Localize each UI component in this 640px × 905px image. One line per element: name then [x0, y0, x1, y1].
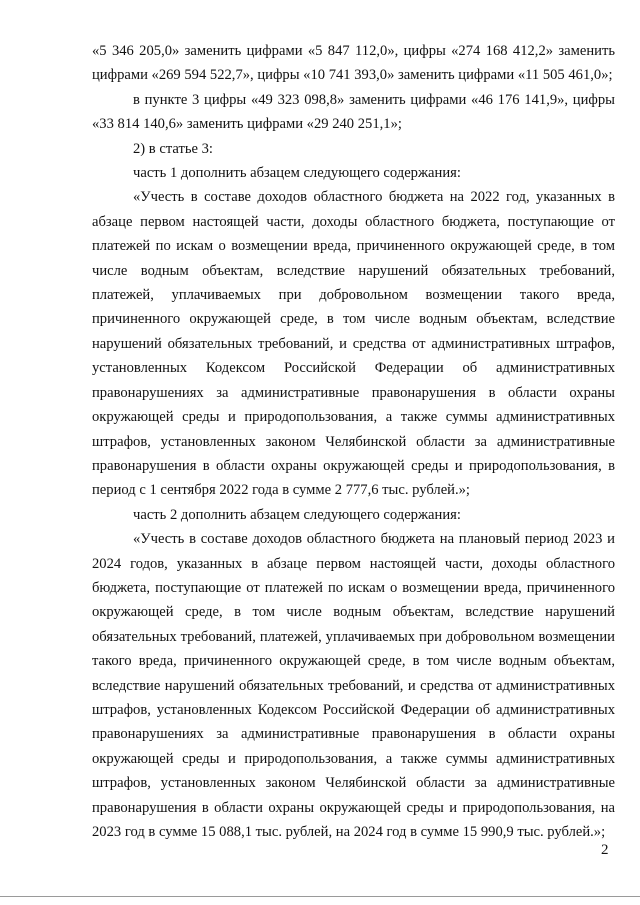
document-body: [92, 39, 615, 844]
paragraph-article-3-heading: 2) в статье 3:: [133, 140, 213, 157]
paragraph-part-2-quote: «Учесть в составе доходов областного бюджета на плановый период 2023 и 2024 годов, указанных в абзаце первом настоящей части, доходы областного бюджета, поступающие от платежей по искам о возмещении вреда, причиненного окружающей среде, в том числе водным объектам, вследствие нарушений обязательных требований, платежей, уплачиваемых при добровольном возмещении такого вреда, причиненного окружающей среде, в том числе водным объектам, вследствие нарушений обязательных требований, и средства от административных штрафов, установленных Кодексом Российской Федерации об административных правонарушениях за административные правонарушения в области охраны окружающей среды и природопользования, а также суммы административных штрафов, установленных законом Челябинской области за административные правонарушения в области охраны окружающей среды и природопользования, на 2023 год в сумме 15 088,1 тыс. рублей, на 2024 год в сумме 15 990,9 тыс. рублей.»;: [92, 531, 615, 840]
paragraph-part-1-quote: «Учесть в составе доходов областного бюджета на 2022 год, указанных в абзаце первом настоящей части, доходы областного бюджета, поступающие от платежей по искам о возмещении вреда, причиненного окружающей среде, в том числе водным объектам, вследствие нарушений обязательных требований, платежей, уплачиваемых при добровольном возмещении такого вреда, причиненного окружающей среде, в том числе водным объектам, вследствие нарушений обязательных требований, и средства от административных штрафов, установленных Кодексом Российской Федерации об административных правонарушениях за административные правонарушения в области охраны окружающей среды и природопользования, а также суммы административных штрафов, установленных законом Челябинской области за административные правонарушения в области охраны окружающей среды и природопользования, в период с 1 сентября 2022 года в сумме 2 777,6 тыс. рублей.»;: [92, 189, 615, 499]
paragraph-replacement-figures-continued: «5 346 205,0» заменить цифрами «5 847 112,0», цифры «274 168 412,2» заменить цифрами «269 594 522,7», цифры «10 741 393,0» заменить цифрами «11 505 461,0»;: [92, 43, 615, 84]
page-number: 2: [601, 842, 609, 858]
scan-edge-line: [0, 896, 640, 897]
paragraph-point-3-replacement: в пункте 3 цифры «49 323 098,8» заменить цифрами «46 176 141,9», цифры «33 814 140,6» заменить цифрами «29 240 251,1»;: [92, 91, 615, 133]
paragraph-part-2-intro: часть 2 дополнить абзацем следующего содержания:: [133, 506, 461, 523]
paragraph-part-1-intro: часть 1 дополнить абзацем следующего содержания:: [133, 165, 461, 182]
